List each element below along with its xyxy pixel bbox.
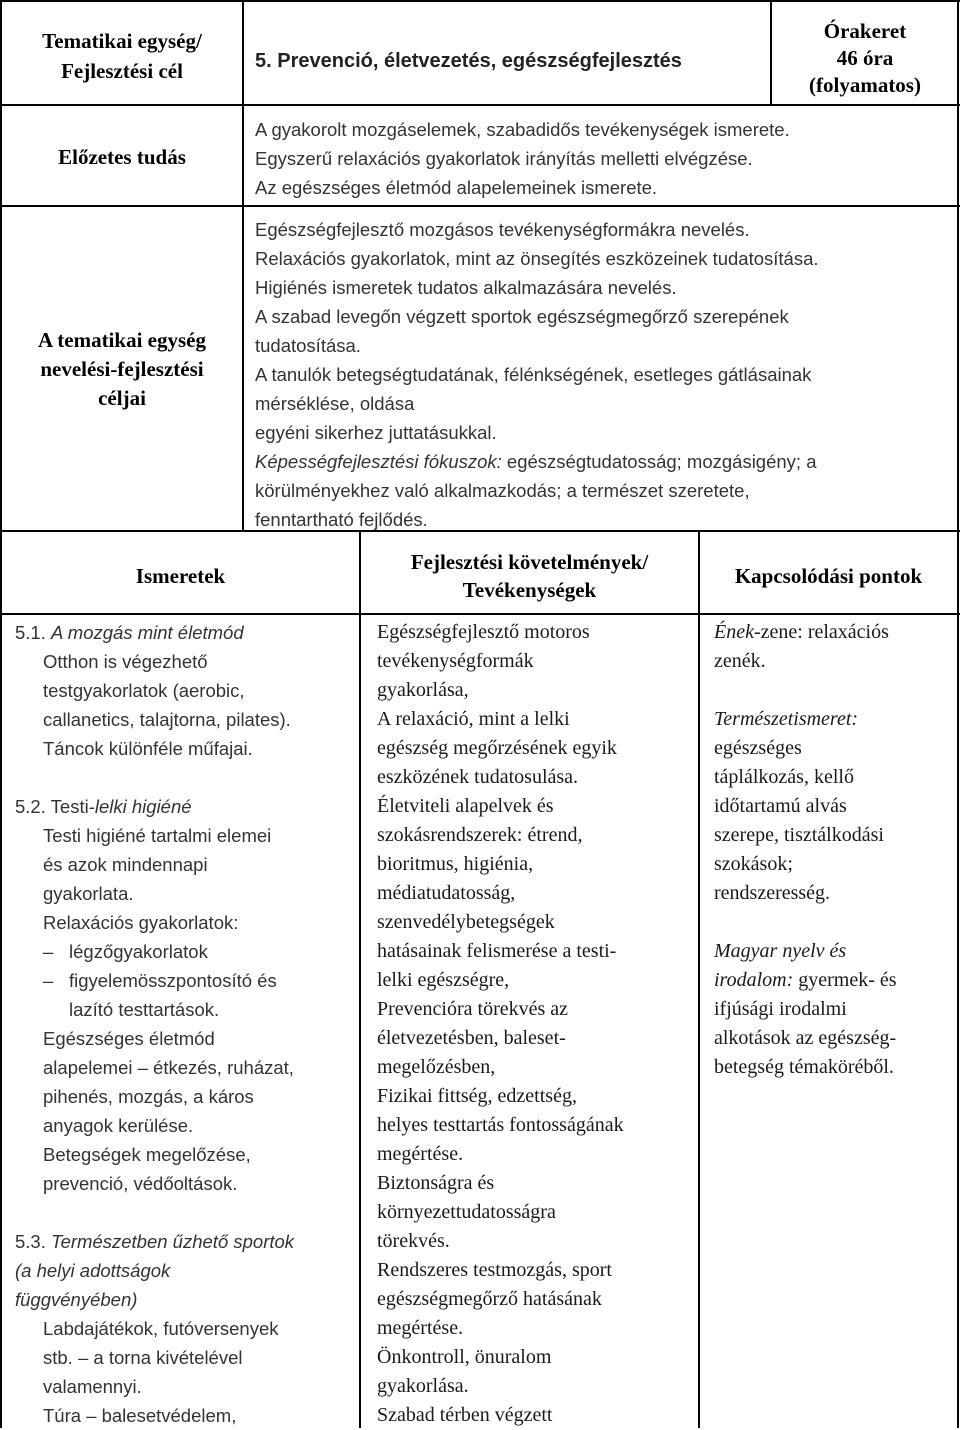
- requirement-line: Egészségfejlesztő motoros: [377, 621, 590, 643]
- knowledge-line: Labdajátékok, futóversenyek: [43, 1318, 279, 1339]
- knowledge-line: és azok mindennapi: [43, 854, 208, 875]
- requirement-line: Életviteli alapelvek és: [377, 795, 554, 817]
- requirement-line: helyes testtartás fontosságának: [377, 1114, 624, 1136]
- col-header-requirements-line1: Fejlesztési követelmények/: [410, 550, 649, 574]
- connection-line: táplálkozás, kellő: [714, 766, 854, 788]
- knowledge-line: Otthon is végezhető: [43, 651, 208, 672]
- requirement-line: szenvedélybetegségek: [377, 911, 555, 933]
- section-number: 5.3.: [15, 1231, 51, 1252]
- requirement-line: Biztonságra és: [377, 1172, 495, 1194]
- connection-line: szerepe, tisztálkodási: [714, 824, 884, 846]
- connection-line: egészséges: [714, 737, 802, 759]
- requirement-line: megértése.: [377, 1143, 464, 1165]
- requirement-line: tevékenységformák: [377, 650, 534, 672]
- requirement-line: Rendszeres testmozgás, sport: [377, 1259, 612, 1281]
- requirement-line: eszközének tudatosulása.: [377, 766, 579, 788]
- knowledge-content: [15, 618, 294, 1430]
- goal-line: egyéni sikerhez juttatásukkal.: [255, 422, 497, 443]
- connection-line: betegség témaköréből.: [714, 1056, 894, 1078]
- requirement-line: Fizikai fittség, edzettség,: [377, 1085, 577, 1107]
- knowledge-divider: [359, 531, 361, 1428]
- connection-subject: Ének: [714, 621, 754, 643]
- goals-label-line2: nevelési-fejlesztési: [40, 357, 204, 381]
- knowledge-line: Egészséges életmód: [43, 1028, 215, 1049]
- columns-divider: [0, 613, 960, 615]
- goal-line: tudatosítása.: [255, 335, 361, 356]
- knowledge-line: callanetics, talajtorna, pilates).: [43, 709, 291, 730]
- requirement-line: Szabad térben végzett: [377, 1404, 553, 1426]
- knowledge-line: Betegségek megelőzése,: [43, 1144, 251, 1165]
- section-heading: [15, 792, 294, 821]
- header-divider: [0, 104, 960, 106]
- prior-line: Az egészséges életmód alapelemeinek ismerete.: [255, 177, 658, 198]
- section-heading: [15, 1227, 294, 1256]
- requirement-line: Önkontroll, önuralom: [377, 1346, 552, 1368]
- requirement-line: törekvés.: [377, 1230, 450, 1252]
- knowledge-line: anyagok kerülése.: [43, 1115, 194, 1136]
- connection-line: [714, 618, 897, 647]
- col-header-requirements-line2: Tevékenységek: [462, 578, 597, 602]
- goal-line: Relaxációs gyakorlatok, mint az önsegítés eszközeinek tudatosítása.: [255, 248, 819, 269]
- knowledge-line: Táncok különféle műfajai.: [43, 738, 253, 759]
- prior-line: A gyakorolt mozgáselemek, szabadidős tevékenységek ismerete.: [255, 119, 790, 140]
- section-title-cont: függvényében): [15, 1289, 138, 1310]
- knowledge-line: Testi higiéné tartalmi elemei: [43, 825, 272, 846]
- connection-subject: irodalom:: [714, 969, 794, 991]
- knowledge-line: valamennyi.: [43, 1376, 142, 1397]
- col-header-knowledge: Ismeretek: [135, 564, 226, 588]
- focus-label: Képességfejlesztési fókuszok:: [255, 451, 502, 472]
- bullet-continuation: lazító testtartások.: [69, 999, 220, 1020]
- connection-subject: Magyar nyelv és: [714, 940, 847, 962]
- section-number: 5.2. Testi-: [15, 796, 95, 817]
- connection-line: időtartamú alvás: [714, 795, 847, 817]
- requirement-line: Prevencióra törekvés az: [377, 998, 569, 1020]
- hours-block: [772, 18, 958, 99]
- table-border-right: [957, 0, 959, 1428]
- requirement-line: megelőzésben,: [377, 1056, 496, 1078]
- requirement-line: médiatudatosság,: [377, 882, 516, 904]
- section-title: lelki higiéné: [94, 796, 192, 817]
- requirement-line: gyakorlása.: [377, 1375, 469, 1397]
- focus-text: egészségtudatosság; mozgásigény; a: [501, 451, 817, 472]
- requirement-line: gyakorlása,: [377, 679, 469, 701]
- section-title: A mozgás mint életmód: [51, 622, 244, 643]
- connection-line: zenék.: [714, 650, 766, 672]
- goal-line: mérséklése, oldása: [255, 393, 415, 414]
- bullet-text: figyelemösszpontosító és: [69, 970, 277, 991]
- knowledge-line: Túra – balesetvédelem,: [43, 1405, 237, 1426]
- focus-line: fenntartható fejlődés.: [255, 509, 428, 530]
- table-border-top: [0, 0, 960, 2]
- prior-label: Előzetes tudás: [58, 145, 186, 169]
- bullet-item: [43, 966, 294, 995]
- hours-label: Órakeret: [823, 19, 907, 43]
- col-header-connections: Kapcsolódási pontok: [734, 564, 923, 588]
- unit-title: 5. Prevenció, életvezetés, egészségfejlesztés: [255, 50, 682, 72]
- prior-line: Egyszerű relaxációs gyakorlatok irányítás melletti elvégzése.: [255, 148, 753, 169]
- hours-note: (folyamatos): [809, 73, 921, 97]
- goal-line: A tanulók betegségtudatának, félénkségének, esetleges gátlásainak: [255, 364, 812, 385]
- requirement-line: szokásrendszerek: étrend,: [377, 824, 583, 846]
- prior-text: [255, 115, 790, 202]
- prior-divider: [0, 205, 960, 207]
- knowledge-line: stb. – a torna kivételével: [43, 1347, 243, 1368]
- requirement-line: környezettudatosságra: [377, 1201, 556, 1223]
- goal-line: A szabad levegőn végzett sportok egészségmegőrző szerepének: [255, 306, 789, 327]
- goal-line: Higiénés ismeretek tudatos alkalmazására nevelés.: [255, 277, 677, 298]
- bullet-dash: –: [43, 970, 54, 991]
- connection-line: alkotások az egészség-: [714, 1027, 897, 1049]
- knowledge-line: alapelemei – étkezés, ruházat,: [43, 1057, 294, 1078]
- header-label-line1: Tematikai egység/: [42, 29, 202, 53]
- connection-text: -zene: relaxációs: [753, 621, 889, 643]
- requirement-line: egészségmegőrző hatásának: [377, 1288, 602, 1310]
- label-column-divider: [242, 0, 244, 531]
- knowledge-line: gyakorlata.: [43, 883, 134, 904]
- connection-line: ifjúsági irodalmi: [714, 998, 847, 1020]
- hours-value: 46 óra: [836, 46, 894, 70]
- connection-line: rendszeresség.: [714, 882, 831, 904]
- goal-line: Egészségfejlesztő mozgásos tevékenységformákra nevelés.: [255, 219, 750, 240]
- header-label-line2: Fejlesztési cél: [61, 59, 183, 83]
- bullet-dash: –: [43, 941, 54, 962]
- requirement-line: életvezetésben, baleset-: [377, 1027, 566, 1049]
- requirement-line: egészség megőrzésének egyik: [377, 737, 617, 759]
- focus-line: körülményekhez való alkalmazkodás; a természet szeretete,: [255, 480, 750, 501]
- knowledge-line: Relaxációs gyakorlatok:: [43, 912, 239, 933]
- bullet-text: légzőgyakorlatok: [69, 941, 208, 962]
- goals-text: [255, 215, 819, 534]
- requirement-line: megértése.: [377, 1317, 464, 1339]
- goals-label: [2, 326, 242, 413]
- connections-content: [714, 618, 897, 1082]
- focus-line: [255, 447, 819, 476]
- header-label: [2, 26, 242, 86]
- table-border-left: [0, 0, 2, 1428]
- knowledge-line: prevenció, védőoltások.: [43, 1173, 238, 1194]
- section-title-cont: (a helyi adottságok: [15, 1260, 171, 1281]
- col-header-requirements: [361, 548, 698, 604]
- goals-label-line3: céljai: [98, 386, 146, 410]
- knowledge-line: testgyakorlatok (aerobic,: [43, 680, 245, 701]
- goals-label-line1: A tematikai egység: [38, 328, 206, 352]
- connection-line: szokások;: [714, 853, 793, 875]
- requirements-divider: [698, 531, 700, 1428]
- section-heading: [15, 618, 294, 647]
- knowledge-line: pihenés, mozgás, a káros: [43, 1086, 254, 1107]
- connection-text: gyermek- és: [793, 969, 897, 991]
- connection-subject: Természetismeret:: [714, 708, 859, 730]
- connection-line: [714, 966, 897, 995]
- section-title: Természetben űzhető sportok: [51, 1231, 295, 1252]
- requirement-line: A relaxáció, mint a lelki: [377, 708, 570, 730]
- requirement-line: lelki egészségre,: [377, 969, 510, 991]
- requirement-line: bioritmus, higiénia,: [377, 853, 534, 875]
- requirement-line: hatásainak felismerése a testi-: [377, 940, 617, 962]
- bullet-item: [43, 937, 294, 966]
- section-number: 5.1.: [15, 622, 51, 643]
- requirements-content: [377, 618, 624, 1430]
